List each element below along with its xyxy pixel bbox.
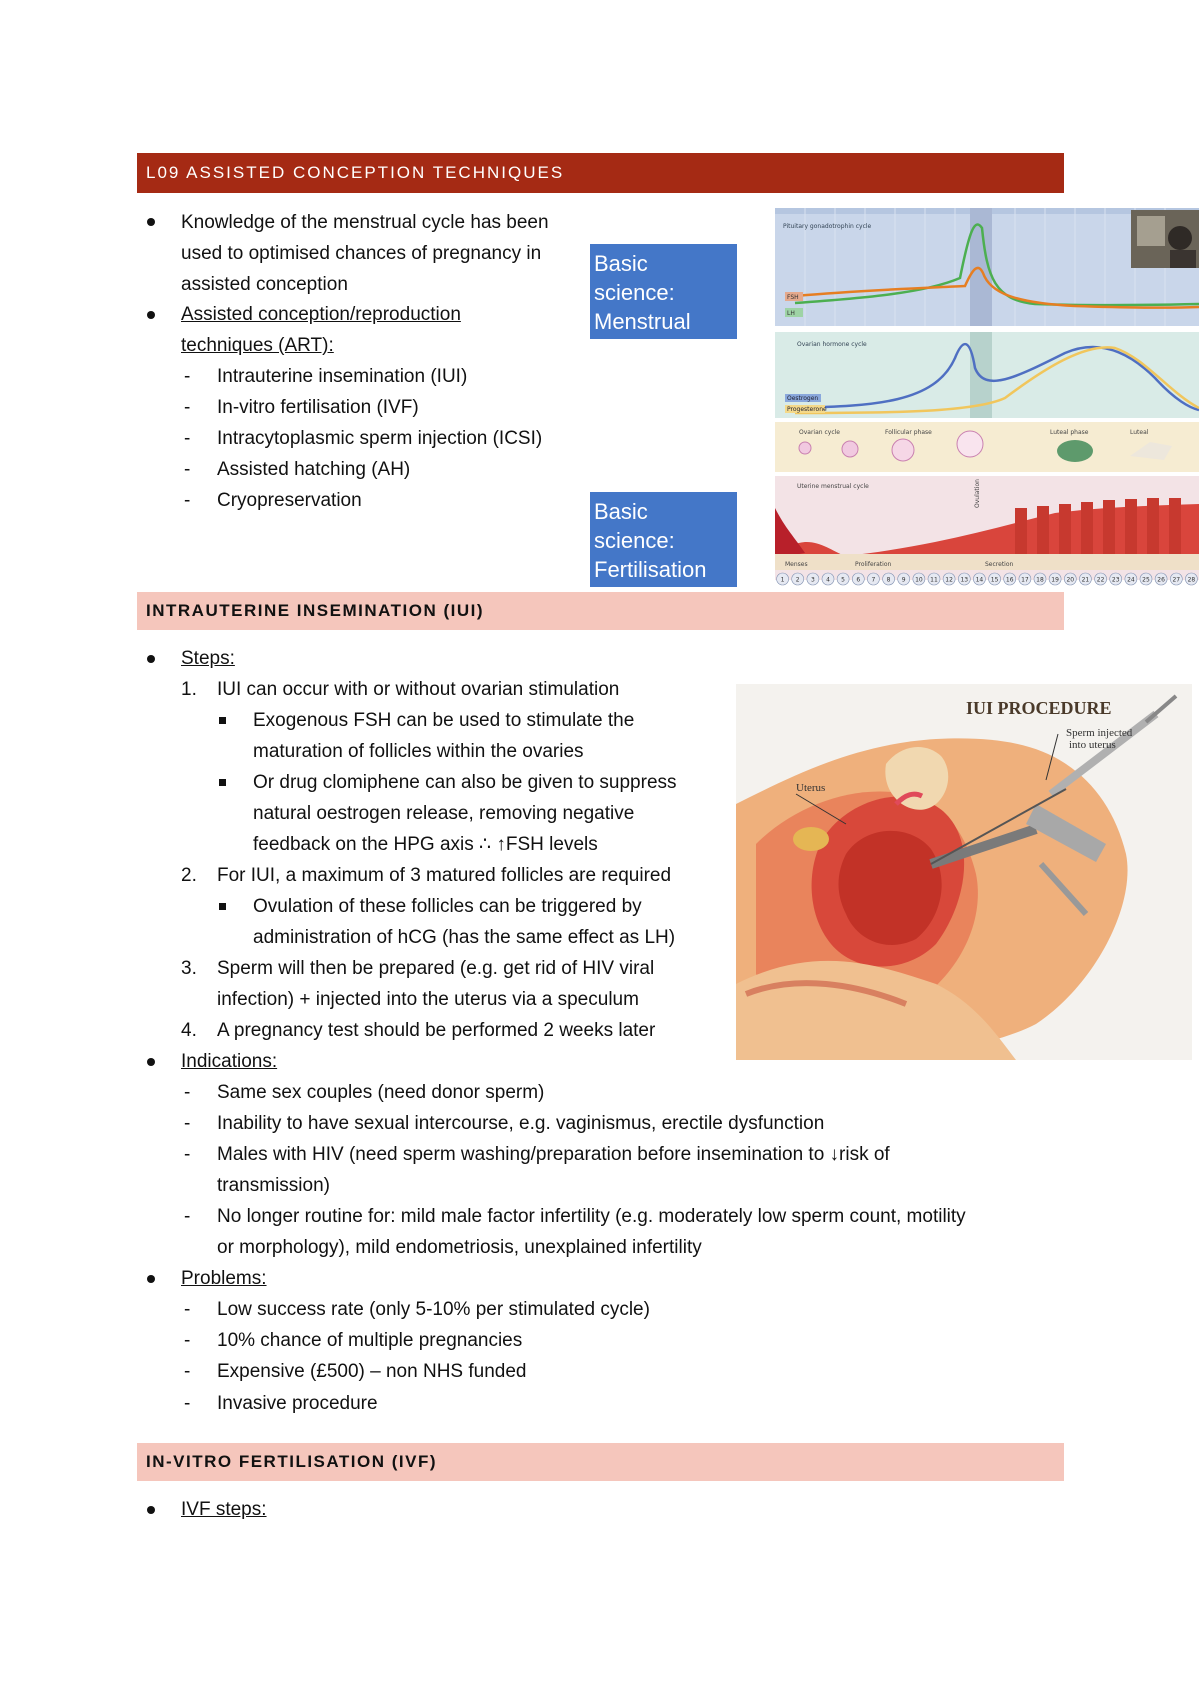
section-header-ivf: IN-VITRO FERTILISATION (IVF)	[137, 1443, 1064, 1481]
day-number: 9	[901, 576, 906, 584]
figure-label: Follicular phase	[885, 429, 932, 436]
step-text: infection) + injected into the uterus via a speculum	[217, 989, 639, 1010]
dash: -	[184, 428, 191, 449]
figure-label: into uterus	[1069, 739, 1116, 751]
square-bullet-icon	[219, 779, 226, 786]
box-line: Basic science:	[594, 251, 675, 305]
day-number: 25	[1142, 576, 1150, 584]
basic-science-fertilisation-box[interactable]	[590, 492, 737, 587]
figure-label: Progesterone	[787, 406, 827, 413]
art-heading: techniques (ART):	[181, 335, 334, 356]
list-item: Intrauterine insemination (IUI)	[217, 366, 468, 387]
step-text: maturation of follicles within the ovaries	[253, 741, 584, 762]
dash: -	[184, 397, 191, 418]
box-line: Menstrual	[594, 309, 691, 334]
figure-label: Luteal phase	[1050, 429, 1089, 436]
dash: -	[184, 1299, 191, 1320]
problem-item: Invasive procedure	[217, 1393, 378, 1414]
ivf-steps-label: IVF steps:	[181, 1499, 267, 1520]
day-number: 6	[856, 576, 861, 584]
list-item: Cryopreservation	[217, 490, 362, 511]
step-number: 4.	[181, 1020, 197, 1041]
day-number: 21	[1081, 576, 1090, 584]
figure-label: Proliferation	[855, 561, 892, 568]
figure-label: Ovarian cycle	[799, 429, 840, 436]
intro-text: Knowledge of the menstrual cycle has been	[181, 212, 549, 233]
box-line: Fertilisation	[594, 557, 707, 582]
dash: -	[184, 1206, 191, 1227]
day-number: 13	[960, 576, 969, 584]
step-text: administration of hCG (has the same effect as LH)	[253, 927, 676, 948]
step-text: Ovulation of these follicles can be triggered by	[253, 896, 642, 917]
day-number: 22	[1096, 576, 1105, 584]
step-text: natural oestrogen release, removing negative	[253, 803, 635, 824]
dash: -	[184, 1144, 191, 1165]
intro-text: assisted conception	[181, 274, 348, 295]
dash: -	[184, 490, 191, 511]
figure-label: FSH	[787, 294, 799, 301]
day-number: 11	[930, 576, 938, 584]
dash: -	[184, 366, 191, 387]
day-number: 24	[1127, 576, 1135, 584]
indications-label: Indications:	[181, 1051, 278, 1072]
day-number: 12	[945, 576, 953, 584]
intro-text: used to optimised chances of pregnancy in	[181, 243, 542, 264]
bullet-icon	[147, 311, 155, 319]
list-item: Assisted hatching (AH)	[217, 459, 411, 480]
indication-item: Males with HIV (need sperm washing/preparation before insemination to ↓risk of	[217, 1144, 890, 1165]
dash: -	[184, 459, 191, 480]
step-text: feedback on the HPG axis ∴ ↑FSH levels	[253, 834, 598, 855]
figure-label: Oestrogen	[787, 395, 819, 402]
problem-item: Low success rate (only 5-10% per stimulated cycle)	[217, 1299, 650, 1320]
day-number: 17	[1021, 576, 1029, 584]
bullet-icon	[147, 1506, 155, 1514]
indication-item: No longer routine for: mild male factor infertility (e.g. moderately low sperm count, motility	[217, 1206, 966, 1227]
step-number: 1.	[181, 679, 197, 700]
indication-item: transmission)	[217, 1175, 330, 1196]
bullet-icon	[147, 1275, 155, 1283]
menstrual-cycle-figure	[775, 208, 1199, 590]
figure-label: Uterine menstrual cycle	[797, 483, 869, 490]
indication-item: Same sex couples (need donor sperm)	[217, 1082, 545, 1103]
day-number: 1	[780, 576, 785, 584]
day-number: 27	[1172, 576, 1181, 584]
dash: -	[184, 1113, 191, 1134]
day-number: 19	[1051, 576, 1059, 584]
day-number: 18	[1036, 576, 1044, 584]
dash: -	[184, 1330, 191, 1351]
art-heading: Assisted conception/reproduction	[181, 304, 461, 325]
step-text: Exogenous FSH can be used to stimulate the	[253, 710, 635, 731]
day-number: 3	[810, 576, 815, 584]
list-item: In-vitro fertilisation (IVF)	[217, 397, 419, 418]
bullet-icon	[147, 1058, 155, 1066]
problems-label: Problems:	[181, 1268, 267, 1289]
indication-item: or morphology), mild endometriosis, unexplained infertility	[217, 1237, 702, 1258]
dash: -	[184, 1082, 191, 1103]
figure-label: Luteal	[1130, 429, 1149, 436]
box-line: physiology	[594, 338, 698, 363]
box-line: Basic science:	[594, 499, 675, 553]
iui-procedure-illustration	[736, 684, 1192, 1060]
bullet-icon	[147, 218, 155, 226]
step-text: A pregnancy test should be performed 2 weeks later	[217, 1020, 656, 1041]
day-number: 16	[1005, 576, 1014, 584]
figure-label: Secretion	[985, 561, 1014, 568]
problem-item: 10% chance of multiple pregnancies	[217, 1330, 523, 1351]
iui-procedure-figure	[736, 684, 1192, 1060]
list-item: Intracytoplasmic sperm injection (ICSI)	[217, 428, 543, 449]
menstrual-cycle-diagram	[775, 208, 1199, 590]
step-text: IUI can occur with or without ovarian stimulation	[217, 679, 620, 700]
figure-label: Sperm injected	[1066, 727, 1133, 739]
step-number: 3.	[181, 958, 197, 979]
figure-title: IUI PROCEDURE	[966, 698, 1112, 718]
steps-label: Steps:	[181, 648, 235, 669]
day-number: 4	[826, 576, 830, 584]
figure-label: Ovarian hormone cycle	[797, 341, 867, 348]
day-number: 8	[886, 576, 891, 584]
basic-science-menstrual-box[interactable]	[590, 244, 737, 363]
day-number: 26	[1157, 576, 1165, 584]
day-number: 14	[975, 576, 984, 584]
step-text: For IUI, a maximum of 3 matured follicles are required	[217, 865, 672, 886]
day-number: 7	[871, 576, 876, 584]
indication-item: Inability to have sexual intercourse, e.g. vaginismus, erectile dysfunction	[217, 1113, 825, 1134]
dash: -	[184, 1361, 191, 1382]
step-text: Sperm will then be prepared (e.g. get rid of HIV viral	[217, 958, 655, 979]
square-bullet-icon	[219, 717, 226, 724]
step-number: 2.	[181, 865, 197, 886]
figure-label: Uterus	[796, 782, 826, 794]
problem-item: Expensive (£500) – non NHS funded	[217, 1361, 527, 1382]
square-bullet-icon	[219, 903, 226, 910]
bullet-icon	[147, 655, 155, 663]
dash: -	[184, 1393, 191, 1414]
day-number: 28	[1187, 576, 1196, 584]
figure-label: Ovulation	[974, 479, 981, 508]
section-header-iui: INTRAUTERINE INSEMINATION (IUI)	[137, 592, 1064, 630]
step-text: Or drug clomiphene can also be given to suppress	[253, 772, 677, 793]
figure-label: Menses	[785, 561, 808, 568]
figure-label: Pituitary gonadotrophin cycle	[783, 223, 872, 230]
day-number: 15	[990, 576, 999, 584]
section-header-main: L09 ASSISTED CONCEPTION TECHNIQUES	[137, 153, 1064, 193]
day-number: 10	[915, 576, 923, 584]
day-number: 20	[1066, 576, 1075, 584]
day-number: 5	[841, 576, 846, 584]
day-number: 23	[1111, 576, 1120, 584]
day-number: 2	[795, 576, 800, 584]
figure-label: LH	[787, 310, 795, 317]
